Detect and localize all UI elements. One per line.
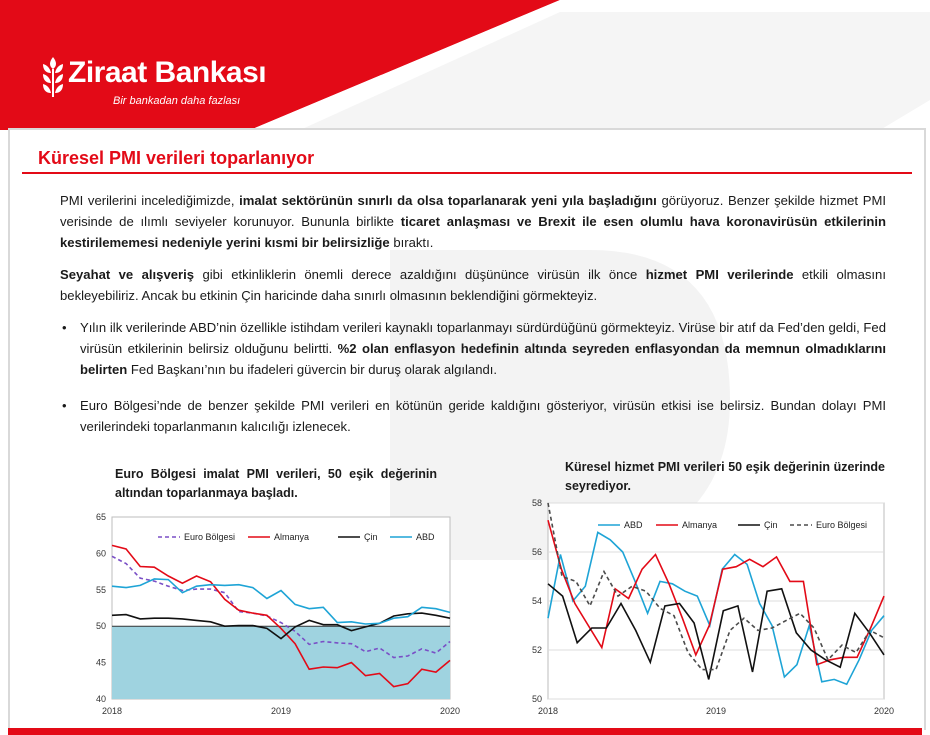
text-run: bıraktı. bbox=[389, 235, 434, 250]
wheat-icon bbox=[40, 55, 66, 99]
brand-tagline: Bir bankadan daha fazlası bbox=[113, 95, 241, 107]
bullet-marker: • bbox=[62, 398, 67, 413]
legend-label: ABD bbox=[624, 520, 643, 530]
y-tick-label: 50 bbox=[95, 621, 106, 632]
paragraph-2 bbox=[60, 264, 886, 306]
paragraph-1 bbox=[60, 190, 886, 253]
text-run: Yılın ilk verilerinde ABD’nin özellikle istihdam verileri kaynaklı toparlanmayı sürdürdüğünü görmekteyiz. Virüse bir atıf da Fed’den geldi, Fed virüsün etkilerinin belirsiz olduğunu belirtti. bbox=[80, 320, 886, 356]
y-tick-label: 58 bbox=[531, 498, 542, 508]
y-tick-label: 65 bbox=[95, 512, 106, 522]
y-tick-label: 40 bbox=[95, 694, 106, 704]
text-run: PMI verilerini incelediğimizde, bbox=[60, 193, 240, 208]
chart-euro-manufacturing-pmi bbox=[80, 505, 465, 725]
chart-global-services-pmi bbox=[512, 493, 895, 725]
text-run: etkili olmasını bekleyebiliriz. Ancak bu etkinin Çin haricinde daha sınırlı olmasının beklendiğini görmekteyiz. bbox=[60, 267, 886, 303]
bullet-2 bbox=[80, 395, 886, 437]
x-tick-label: 2020 bbox=[873, 706, 895, 716]
x-tick-label: 2019 bbox=[705, 706, 727, 716]
legend-label: Çin bbox=[364, 532, 378, 542]
y-tick-label: 45 bbox=[95, 657, 106, 668]
x-tick-label: 2018 bbox=[537, 706, 559, 716]
legend-label: Almanya bbox=[682, 520, 718, 530]
brand-name: Ziraat Bankası bbox=[68, 56, 267, 89]
slide-title: Küresel PMI verileri toparlanıyor bbox=[38, 148, 315, 168]
title-underline bbox=[22, 172, 912, 174]
y-tick-label: 60 bbox=[95, 548, 106, 559]
legend-label: Almanya bbox=[274, 532, 310, 542]
y-tick-label: 56 bbox=[531, 547, 542, 557]
x-tick-label: 2018 bbox=[101, 706, 123, 716]
x-tick-label: 2019 bbox=[270, 706, 292, 716]
legend-label: Euro Bölgesi bbox=[184, 532, 236, 542]
y-tick-label: 55 bbox=[95, 584, 106, 595]
footer-bar bbox=[8, 728, 922, 735]
legend-label: Çin bbox=[764, 520, 778, 530]
x-tick-label: 2020 bbox=[439, 706, 461, 716]
chart-1-title: Euro Bölgesi imalat PMI verileri, 50 eşik değerinin altından toparlanmaya başladı. bbox=[115, 467, 437, 500]
legend-label: Euro Bölgesi bbox=[816, 520, 868, 530]
legend-label: ABD bbox=[416, 532, 435, 542]
bold-run: imalat sektörünün sınırlı da olsa toparlanarak yeni yıla başladığını bbox=[239, 193, 657, 208]
y-tick-label: 50 bbox=[531, 694, 542, 704]
bullet-marker: • bbox=[62, 320, 67, 335]
y-tick-label: 54 bbox=[531, 596, 542, 606]
text-run: Euro Bölgesi’nde de benzer şekilde PMI verileri en kötünün geride kaldığını gösteriyor, virüsün etkisi ise belirsiz. Bundan dolayı PMI verilerindeki toparlanmanın kalıcılığı izlenecek. bbox=[80, 398, 886, 434]
text-run: gibi etkinliklerin önemli derece azaldığını düşününce virüsün ilk önce bbox=[194, 267, 646, 282]
text-run: görüyoruz. Benzer şekilde hizmet PMI verisinde de ılımlı seviyeler korunuyor. Bununla birlikte bbox=[60, 193, 886, 229]
threshold-band bbox=[112, 626, 450, 699]
chart-2-title: Küresel hizmet PMI verileri 50 eşik değerinin üzerinde seyrediyor. bbox=[565, 460, 885, 493]
bold-run: %2 olan enflasyon hedefinin altında seyreden enflasyondan da memnun olmadıklarını belirten bbox=[80, 341, 887, 377]
bold-run: ticaret anlaşması ve Brexit ile esen olumlu hava koronavirüsün etkilerinin kestirilememesi nedeniyle yerini kısmi bir belirsizliğe bbox=[60, 214, 886, 250]
bullet-1 bbox=[80, 317, 886, 380]
text-run: Fed Başkanı’nın bu ifadeleri güvercin bir duruş olarak algılandı. bbox=[127, 362, 498, 377]
bold-run: hizmet PMI verilerinde bbox=[645, 267, 794, 282]
bold-run: Seyahat ve alışveriş bbox=[60, 267, 195, 282]
y-tick-label: 52 bbox=[531, 645, 542, 655]
